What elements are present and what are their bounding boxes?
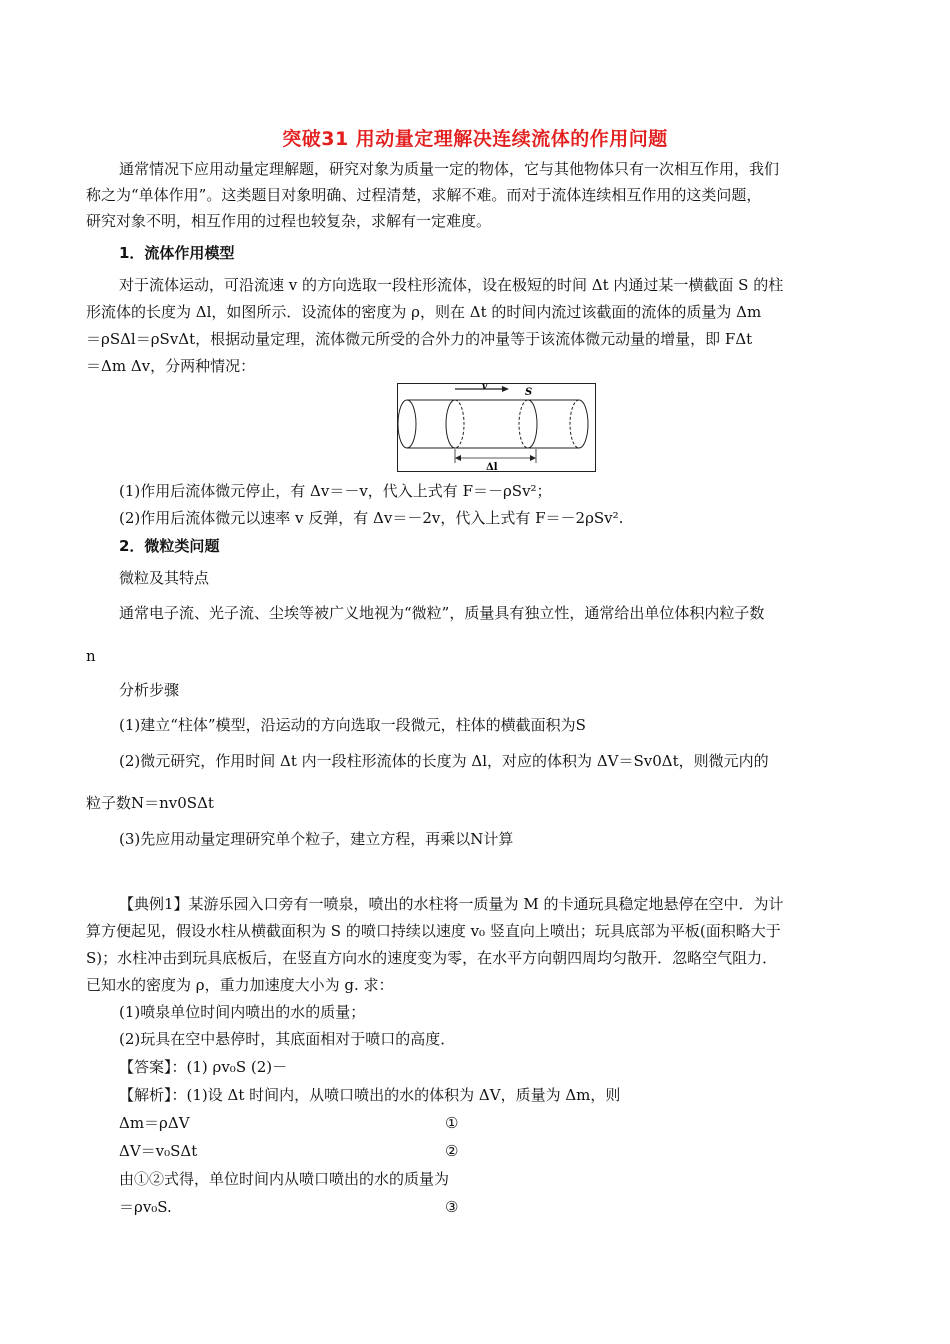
- section1-heading: 1．流体作用模型: [119, 244, 235, 262]
- cylinder-diagram: [397, 383, 596, 473]
- section2-sub2: 分析步骤: [119, 681, 180, 699]
- equation-2: ΔV＝v₀SΔt: [119, 1142, 198, 1160]
- intro-line-2: 称之为“单体作用”。这类题目对象明确、过程清楚，求解不难。而对于流体连续相互作用的这类问题，: [86, 186, 762, 204]
- intro-line-3: 研究对象不明，相互作用的过程也较复杂，求解有一定难度。: [86, 212, 492, 230]
- question-1: (1)喷泉单位时间内喷出的水的质量；: [119, 1003, 366, 1021]
- velocity-label: v: [482, 383, 488, 392]
- step-1: (1)建立“柱体”模型，沿运动的方向选取一段微元，柱体的横截面积为S: [119, 716, 586, 734]
- section2-p1: 通常电子流、光子流、尘埃等被广义地视为“微粒”，质量具有独立性，通常给出单位体积内粒子数: [119, 604, 765, 622]
- equation-1-number: ①: [445, 1114, 459, 1132]
- case-2: (2)作用后流体微元以速率 v 反弹，有 Δv＝－2v，代入上式有 F＝－2ρSv².: [119, 509, 624, 527]
- intro-line-1: 通常情况下应用动量定理解题，研究对象为质量一定的物体，它与其他物体只有一次相互作用，我们: [119, 160, 780, 178]
- length-label: Δl: [486, 462, 498, 473]
- section1-line-2: 形流体的长度为 Δl，如图所示．设流体的密度为 ρ，则在 Δt 的时间内流过该截面的流体的质量为 Δm: [86, 303, 762, 321]
- equation-1: Δm＝ρΔV: [119, 1114, 190, 1132]
- case-1: (1)作用后流体微元停止，有 Δv＝－v，代入上式有 F＝－ρSv²；: [119, 482, 552, 500]
- section2-sub1: 微粒及其特点: [119, 569, 210, 587]
- answer: 【答案】：(1) ρv₀S (2)－: [119, 1058, 288, 1076]
- area-label: S: [525, 387, 533, 398]
- equation-2-number: ②: [445, 1142, 459, 1160]
- analysis: 【解析】：(1)设 Δt 时间内，从喷口喷出的水的体积为 ΔV，质量为 Δm，则: [119, 1086, 621, 1104]
- section2-p1-cont: n: [86, 647, 96, 665]
- fluid-cylinder-figure: [397, 383, 596, 473]
- step-2: (2)微元研究，作用时间 Δt 内一段柱形流体的长度为 Δl，对应的体积为 ΔV＝Sv0Δt，则微元内的: [119, 752, 769, 770]
- step-3: (3)先应用动量定理研究单个粒子，建立方程，再乘以N计算: [119, 830, 514, 848]
- example-line-3: S)；水柱冲击到玩具底板后，在竖直方向水的速度变为零，在水平方向朝四周均匀散开．忽略空气阻力．: [86, 949, 778, 967]
- section2-heading: 2．微粒类问题: [119, 537, 220, 555]
- section1-line-1: 对于流体运动，可沿流速 v 的方向选取一段柱形流体，设在极短的时间 Δt 内通过某一横截面 S 的柱: [119, 276, 784, 294]
- equation-3-number: ③: [445, 1198, 459, 1216]
- step-2-cont: 粒子数N＝nv0SΔt: [86, 794, 214, 812]
- equation-3: ＝ρv₀S.: [119, 1198, 172, 1216]
- section1-line-3: ＝ρSΔl＝ρSvΔt，根据动量定理，流体微元所受的合外力的冲量等于该流体微元动量的增量，即 FΔt: [86, 330, 753, 348]
- section1-line-4: ＝Δm Δv，分两种情况：: [86, 357, 256, 375]
- derivation-text: 由①②式得，单位时间内从喷口喷出的水的质量为: [119, 1170, 450, 1188]
- question-2: (2)玩具在空中悬停时，其底面相对于喷口的高度．: [119, 1030, 456, 1048]
- example-line-4: 已知水的密度为 ρ，重力加速度大小为 g. 求：: [86, 976, 394, 994]
- page-title: 突破31 用动量定理解决连续流体的作用问题: [282, 128, 668, 150]
- example-line-2: 算方便起见，假设水柱从横截面积为 S 的喷口持续以速度 v₀ 竖直向上喷出；玩具底部为平板(面积略大于: [86, 922, 781, 940]
- example-line-1: 【典例1】某游乐园入口旁有一喷泉，喷出的水柱将一质量为 M 的卡通玩具稳定地悬停在空中．为计: [119, 895, 784, 913]
